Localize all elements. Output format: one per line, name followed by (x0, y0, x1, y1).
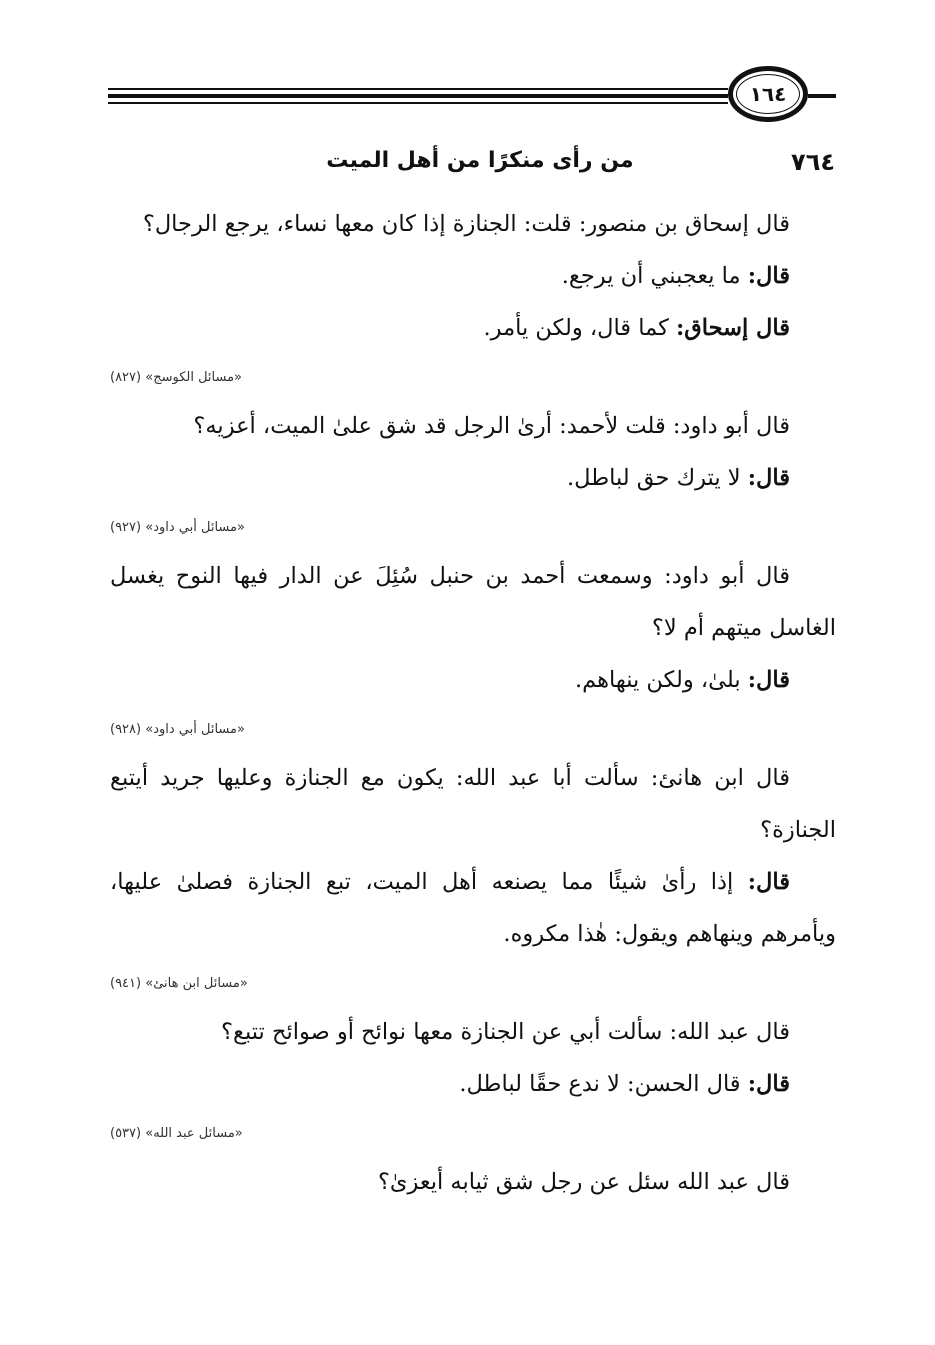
source-citation: «مسائل الكوسج» (٨٢٧) (110, 370, 243, 385)
answer-text: بلىٰ، ولكن ينهاهم. (575, 667, 741, 693)
answer-paragraph (110, 452, 836, 504)
answer-label: قال: (747, 869, 790, 895)
answer-paragraph (110, 856, 836, 960)
question-paragraph: قال أبو داود: قلت لأحمد: أرىٰ الرجل قد شق علىٰ الميت، أعزيه؟ (193, 413, 790, 439)
section-number: ٧٦٤ (791, 148, 835, 176)
page-number: ١٦٤ (728, 66, 808, 122)
question-paragraph: قال أبو داود: وسمعت أحمد بن حنبل سُئِلَ عن الدار فيها النوح يغسل الغاسل ميتهم أم لا؟ (110, 563, 836, 641)
question-paragraph: قال إسحاق بن منصور: قلت: الجنازة إذا كان معها نساء، يرجع الرجال؟ (142, 211, 790, 237)
source-citation: «مسائل أبي داود» (٩٢٧) (110, 520, 245, 535)
answer-label: قال: (747, 263, 790, 289)
question-paragraph: قال ابن هانئ: سألت أبا عبد الله: يكون مع الجنازة وعليها جريد أيتبع الجنازة؟ (110, 765, 836, 843)
answer-text: إذا رأىٰ شيئًا مما يصنعه أهل الميت، تبع الجنازة فصلىٰ عليها، ويأمرهم وينهاهم ويقول: هٰذا مكروه. (110, 869, 836, 947)
page-body (110, 198, 836, 1208)
header-rule (108, 102, 728, 104)
question-paragraph: قال عبد الله: سألت أبي عن الجنازة معها نوائح أو صوائح تتبع؟ (221, 1019, 790, 1045)
answer-label: قال: (747, 465, 790, 491)
header-rule (108, 94, 728, 98)
answer-paragraph (110, 250, 836, 302)
answer-text: قال الحسن: لا ندع حقًا لباطل. (459, 1071, 741, 1097)
answer-paragraph (110, 302, 836, 354)
question-paragraph: قال عبد الله سئل عن رجل شق ثيابه أيعزىٰ؟ (377, 1169, 790, 1195)
answer-label: قال: (747, 667, 790, 693)
answer-paragraph (110, 1058, 836, 1110)
answer-paragraph (110, 654, 836, 706)
answer-text: لا يترك حق لباطل. (567, 465, 741, 491)
source-citation: «مسائل عبد الله» (٥٣٧) (110, 1126, 243, 1141)
source-citation: «مسائل ابن هانئ» (٩٤١) (110, 976, 248, 991)
answer-text: ما يعجبني أن يرجع. (561, 263, 741, 289)
header-rule (108, 88, 728, 90)
page-header (108, 62, 834, 124)
answer-label: قال إسحاق: (675, 315, 790, 341)
section-title: من رأى منكرًا من أهل الميت (326, 148, 634, 173)
header-rule-tail (808, 94, 836, 98)
answer-label: قال: (747, 1071, 790, 1097)
answer-text: كما قال، ولكن يأمر. (483, 315, 669, 341)
source-citation: «مسائل أبي داود» (٩٢٨) (110, 722, 245, 737)
